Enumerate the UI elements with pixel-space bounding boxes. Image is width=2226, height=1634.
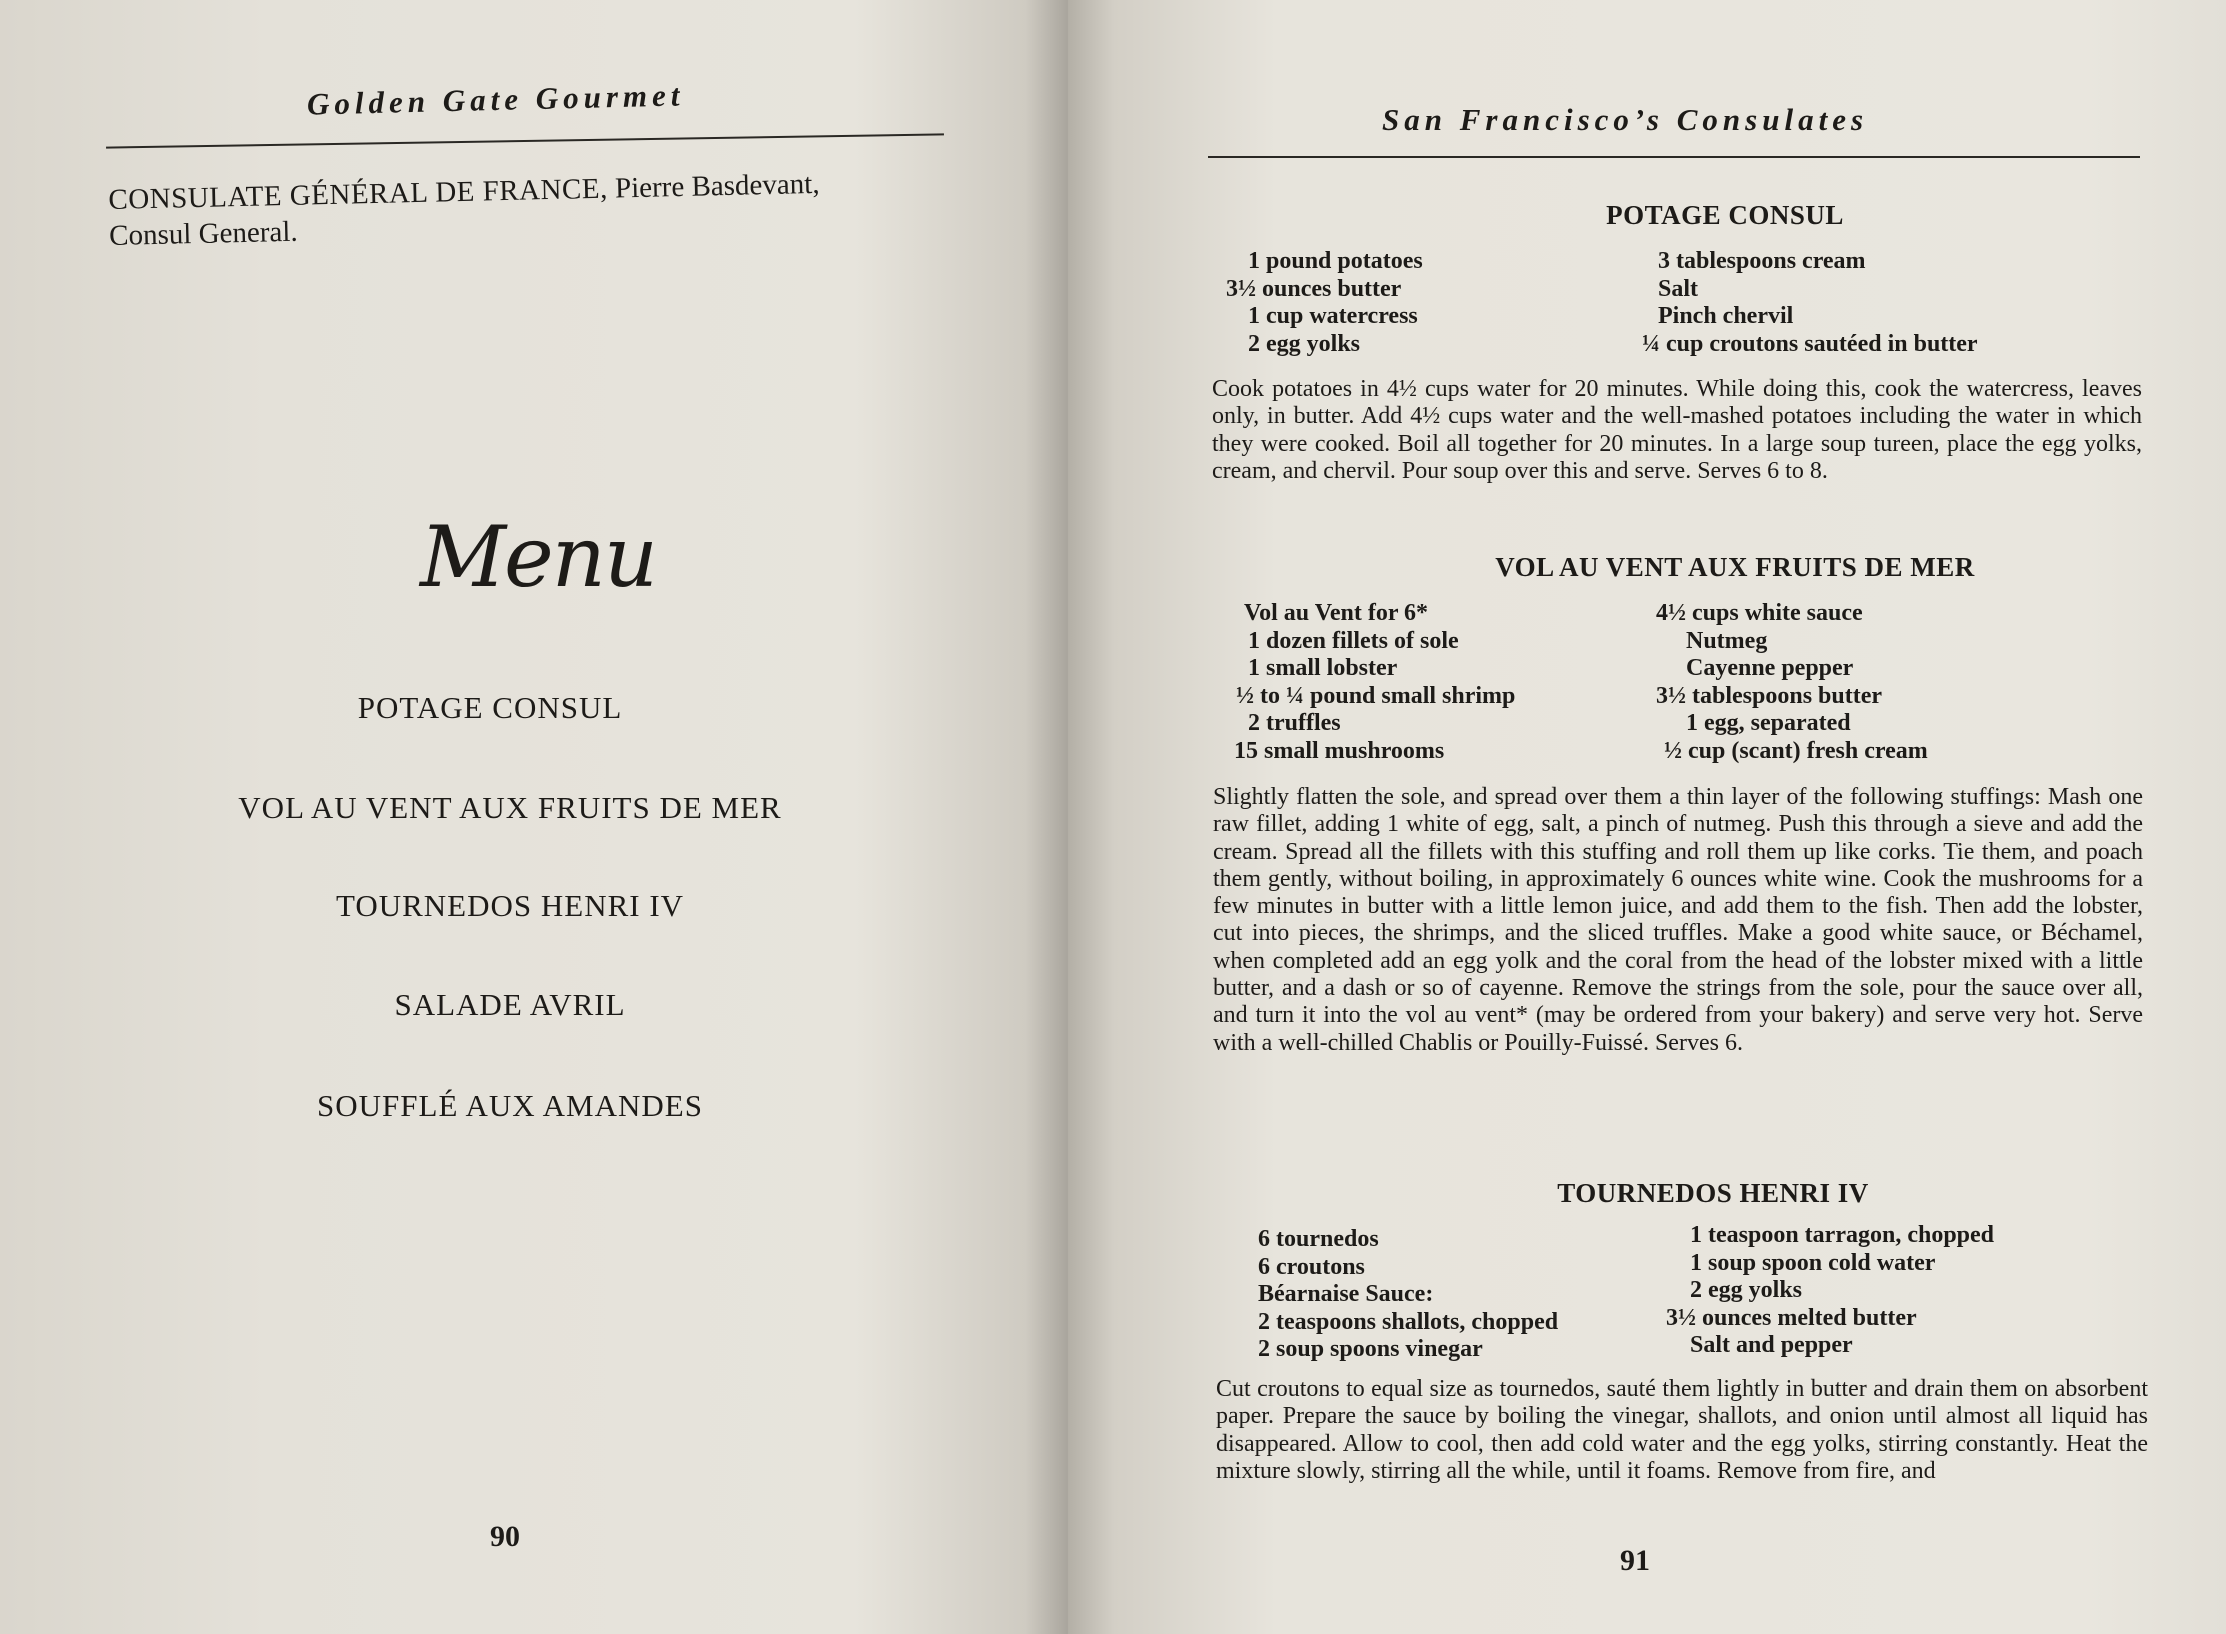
menu-item: SOUFFLÉ AUX AMANDES [317, 1088, 703, 1123]
page-number-left: 90 [490, 1520, 520, 1553]
recipe-directions-vol-au-vent: Slightly flatten the sole, and spread over them a thin layer of the following stuffings: Mash one raw fillet, adding 1 white of egg, salt, a pinch of nutmeg. Push this through a sieve and add the cream. Spread all the fillets with this stuffing and roll them up like corks. Tie them, and poach them gently, without boiling, in approximately 6 ounces white wine. Cook the mushrooms for a few minutes in butter with a little lemon juice, and add them to the fish. Then add the lobster, cut into pieces, the shrimps, and the sliced truffles. Make a good white sauce, or Béchamel, when completed add an egg yolk and the coral from the head of the lobster mixed with a little butter, and a dash or so of cayenne. Remove the strings from the sole, pour the sauce over all, and turn it into the vol au vent* (may be ordered from your bakery) and serve very hot. Serve with a well-chilled Chablis or Pouilly-Fuissé. Serves 6. [1213, 784, 2143, 1056]
consulate-attribution [108, 163, 949, 254]
ingredient: 3½ tablespoons butter [1656, 682, 1883, 709]
ingredient: 3½ ounces butter [1226, 275, 1402, 302]
recipe-directions-potage: Cook potatoes in 4½ cups water for 20 minutes. While doing this, cook the watercress, leaves only, in butter. Add 4½ cups water and the well-mashed potatoes including the water in which they were cooked. Boil all together for 20 minutes. In a large soup tureen, place the egg yolks, cream, and chervil. Pour soup over this and serve. Serves 6 to 8. [1212, 376, 2142, 484]
ingredient: 1 cup watercress [1248, 303, 1418, 329]
header-rule-right [1208, 156, 2140, 158]
ingredient: 6 croutons [1258, 1253, 1365, 1280]
ingredient: 1 teaspoon tarragon, chopped [1690, 1222, 1995, 1248]
menu-item: VOL AU VENT AUX FRUITS DE MER [238, 790, 782, 825]
ingredient: Pinch chervil [1658, 303, 1794, 329]
menu-item: TOURNEDOS HENRI IV [335, 888, 685, 923]
ingredient: ¼ cup croutons sautéed in butter [1642, 330, 1978, 357]
ingredient: 6 tournedos [1258, 1226, 1379, 1252]
ingredient: Nutmeg [1686, 627, 1768, 654]
consulate-name: CONSULATE GÉNÉRAL DE FRANCE, [108, 172, 609, 216]
page-number-right: 91 [1620, 1544, 1650, 1577]
ingredient: Salt and pepper [1690, 1332, 1853, 1358]
menu-heading: Menu [420, 508, 656, 606]
header-rule-left [106, 133, 944, 148]
ingredient: 1 dozen fillets of sole [1248, 627, 1459, 654]
right-page [1068, 0, 2226, 1634]
ingredient: 1 egg, separated [1686, 710, 1851, 736]
ingredients-right-tournedos [1666, 1222, 1994, 1360]
ingredient: 15 small mushrooms [1234, 737, 1445, 764]
ingredients-right-potage [1642, 248, 1978, 358]
consul-title: Consul General. [108, 215, 299, 252]
ingredient: Vol au Vent for 6* [1244, 600, 1429, 626]
ingredient: Cayenne pepper [1686, 655, 1854, 681]
ingredient: 3½ ounces melted butter [1666, 1304, 1917, 1331]
recipe-directions-tournedos: Cut croutons to equal size as tournedos, sauté them lightly in butter and drain them on absorbent paper. Prepare the sauce by boiling the vinegar, shallots, and onion until almost all liquid has disappeared. Allow to cool, then add cold water and the egg yolks, stirring constantly. Heat the mixture slowly, stirring all the while, until it foams. Remove from fire, and [1216, 1376, 2148, 1484]
ingredient: 2 truffles [1248, 710, 1341, 736]
menu-item: POTAGE CONSUL [357, 690, 623, 725]
ingredient: ½ cup (scant) fresh cream [1664, 737, 1928, 764]
ingredient: 4½ cups white sauce [1656, 600, 1863, 626]
consul-name: Pierre Basdevant, [607, 167, 820, 205]
ingredient: 1 soup spoon cold water [1690, 1249, 1936, 1276]
menu-item: SALADE AVRIL [394, 987, 626, 1022]
ingredient: 1 small lobster [1248, 655, 1398, 681]
recipe-title-tournedos: TOURNEDOS HENRI IV [1557, 1178, 1869, 1208]
ingredients-left-potage [1226, 248, 1423, 358]
ingredient: 1 pound potatoes [1248, 248, 1423, 274]
ingredient: 2 egg yolks [1248, 330, 1361, 357]
ingredient: 2 egg yolks [1690, 1277, 1803, 1303]
ingredient: 2 soup spoons vinegar [1258, 1336, 1483, 1362]
ingredients-left-vol-au-vent [1234, 600, 1516, 765]
ingredient: 2 teaspoons shallots, chopped [1258, 1308, 1559, 1335]
recipe-title-vol-au-vent: VOL AU VENT AUX FRUITS DE MER [1495, 552, 1975, 582]
ingredient: 3 tablespoons cream [1658, 248, 1866, 274]
ingredients-right-vol-au-vent [1656, 600, 1928, 765]
recipe-title-potage-consul: POTAGE CONSUL [1606, 200, 1844, 230]
ingredient: Salt [1658, 275, 1699, 302]
left-page [0, 0, 1068, 1634]
ingredient: ½ to ¼ pound small shrimp [1236, 682, 1516, 709]
running-head-right: San Francisco’s Consulates [1382, 102, 1869, 137]
running-head-left: Golden Gate Gourmet [306, 77, 685, 122]
ingredients-left-tournedos [1258, 1226, 1558, 1364]
ingredient: Béarnaise Sauce: [1258, 1281, 1434, 1307]
